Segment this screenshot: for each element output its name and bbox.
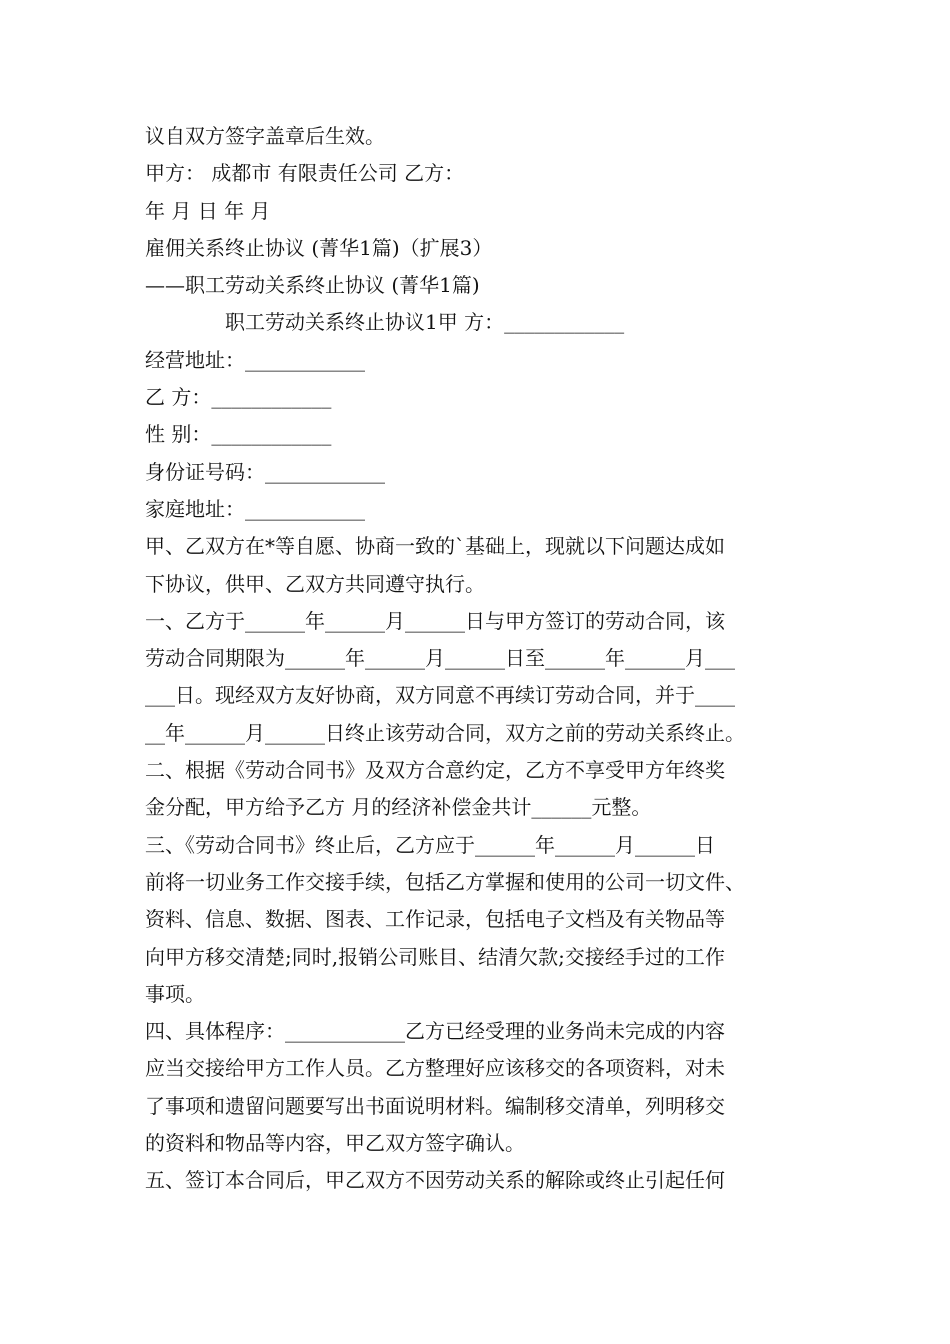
text-line: 劳动合同期限为______年______月______日至______年______月___ [145, 646, 735, 671]
text-line: __年______月______日终止该劳动合同，双方之前的劳动关系终止。 [145, 720, 745, 745]
text-line: 甲、乙双方在*等自愿、协商一致的`基础上，现就以下问题达成如 [145, 534, 725, 559]
text-line: 家庭地址：____________ [145, 496, 365, 521]
text-line: 性 别：____________ [145, 422, 332, 447]
text-line: 前将一切业务工作交接手续，包括乙方掌握和使用的公司一切文件、 [145, 869, 745, 894]
text-line: 一、乙方于______年______月______日与甲方签订的劳动合同，该 [145, 608, 725, 633]
text-line: 经营地址：____________ [145, 347, 365, 372]
agreement-heading: 职工劳动关系终止协议1甲 方：____________ [225, 310, 625, 335]
text-line: 应当交接给甲方工作人员。乙方整理好应该移交的各项资料，对未 [145, 1056, 725, 1081]
text-line: 年 月 日 年 月 [145, 198, 271, 223]
section-subtitle: ——职工劳动关系终止协议 (菁华1篇) [145, 273, 480, 298]
text-line: 身份证号码：____________ [145, 459, 385, 484]
section-title: 雇佣关系终止协议 (菁华1篇)（扩展3） [145, 235, 493, 260]
text-line: 事项。 [145, 981, 205, 1006]
text-line: 下协议，供甲、乙双方共同遵守执行。 [145, 571, 485, 596]
text-line: ___日。现经双方友好协商，双方同意不再续订劳动合同，并于____ [145, 683, 735, 708]
text-line: 向甲方移交清楚;同时,报销公司账目、结清欠款;交接经手过的工作 [145, 944, 725, 969]
text-line: 乙 方：____________ [145, 385, 332, 410]
text-line: 了事项和遗留问题要写出书面说明材料。编制移交清单，列明移交 [145, 1093, 725, 1118]
text-line: 资料、信息、数据、图表、工作记录，包括电子文档及有关物品等 [145, 907, 725, 932]
text-line: 甲方： 成都市 有限责任公司 乙方： [145, 161, 465, 186]
document-body [145, 118, 810, 1200]
text-line: 金分配，甲方给予乙方 月的经济补偿金共计______元整。 [145, 795, 652, 820]
text-line: 五、签订本合同后，甲乙双方不因劳动关系的解除或终止引起任何 [145, 1168, 725, 1193]
text-line: 的资料和物品等内容，甲乙双方签字确认。 [145, 1131, 525, 1156]
text-line: 二、根据《劳动合同书》及双方合意约定，乙方不享受甲方年终奖 [145, 758, 725, 783]
text-line: 四、具体程序：____________乙方已经受理的业务尚未完成的内容 [145, 1019, 725, 1044]
text-line: 议自双方签字盖章后生效。 [145, 124, 385, 148]
text-line: 三、《劳动合同书》终止后，乙方应于______年______月______日 [145, 832, 715, 857]
